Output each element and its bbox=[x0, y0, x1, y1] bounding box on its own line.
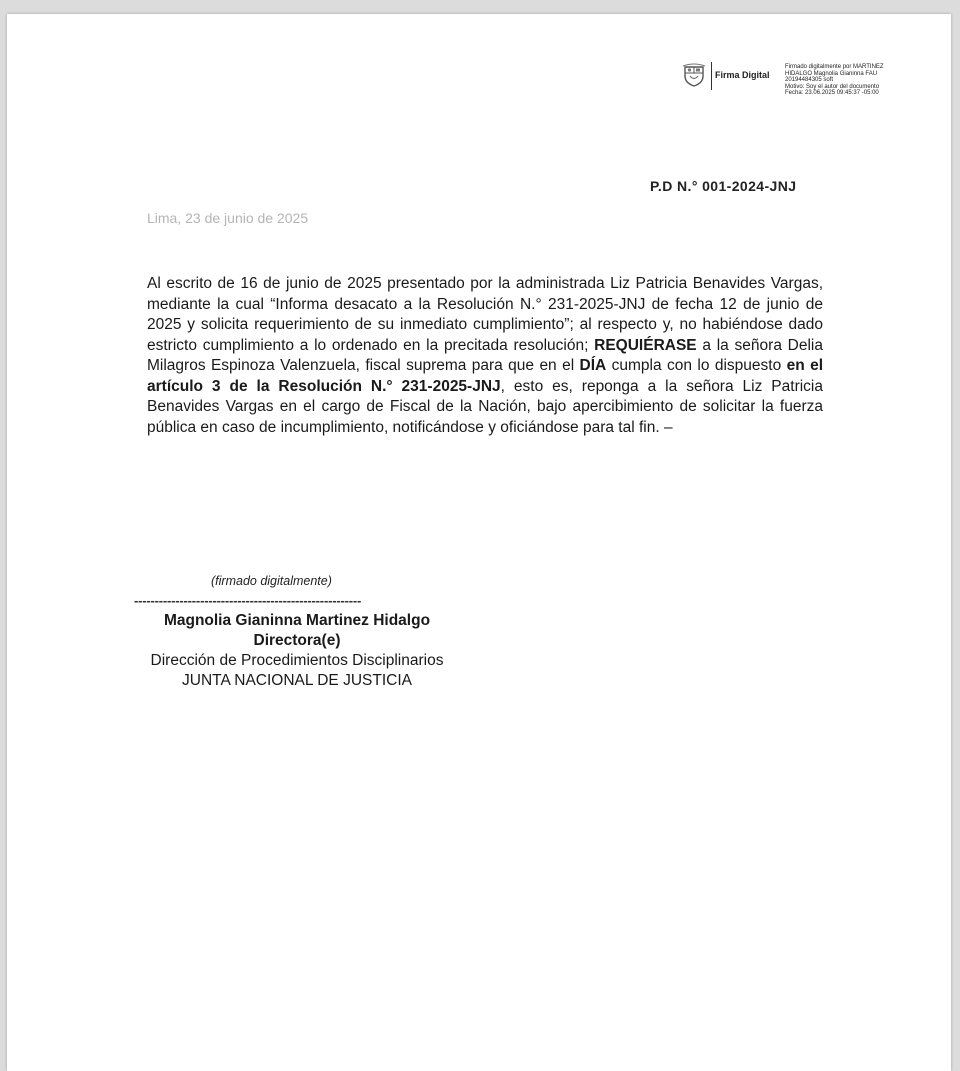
signer-organization: JUNTA NACIONAL DE JUSTICIA bbox=[182, 672, 412, 689]
document-body bbox=[147, 274, 823, 438]
stamp-label: Firma Digital bbox=[715, 70, 770, 80]
stamp-detail-line: Firmado digitalmente por MARTINEZ bbox=[785, 64, 884, 70]
stamp-detail-line: Fecha: 23.06.2025 09:45:37 -05:00 bbox=[785, 90, 879, 97]
stamp-details bbox=[785, 64, 925, 97]
signature-line: ------------------------------------------------------- bbox=[134, 593, 362, 608]
body-text-segment: a la señora Delia Milagros Espinoza Valenzuela, fiscal suprema para que en el bbox=[147, 336, 823, 374]
body-text-segment: , esto es, reponga a la señora Liz Patricia Benavides Vargas en el cargo de Fiscal de la Nación, bajo apercibimiento de solicitar la fuerza pública en caso de incumplimiento, notificándose y oficiándose para tal fin. – bbox=[147, 377, 823, 436]
stamp-detail-line: Motivo: Soy el autor del documento bbox=[785, 83, 880, 90]
digital-signature-stamp bbox=[681, 60, 921, 110]
signer-department: Dirección de Procedimientos Disciplinarios bbox=[150, 652, 444, 669]
signer-role: Directora(e) bbox=[253, 632, 341, 649]
body-bold-segment: en el artículo 3 de la Resolución N.° 231-2025-JNJ bbox=[147, 357, 824, 395]
stamp-detail-line: 20194484305 soft bbox=[785, 77, 834, 84]
document-page bbox=[7, 14, 951, 1071]
body-text-segment: Al escrito de 16 de junio de 2025 presentado por la administrada Liz Patricia Benavides Vargas, mediante la cual “Informa desacato a la Resolución N.° 231-2025-JNJ de fecha 12 de junio de 2025 y solicita requerimiento de su inmediato cumplimiento”; al respecto y, no habiéndose dado estricto cumplimiento a lo ordenado en la precitada resolución; bbox=[147, 275, 823, 354]
stamp-divider bbox=[711, 62, 712, 90]
body-text-segment: cumpla con lo dispuesto bbox=[606, 357, 787, 374]
coat-of-arms-icon bbox=[681, 62, 707, 88]
signed-digitally-note: (firmado digitalmente) bbox=[211, 574, 332, 588]
body-bold-segment: REQUIÉRASE bbox=[594, 336, 697, 354]
signer-block bbox=[127, 611, 467, 691]
body-bold-segment: DÍA bbox=[579, 357, 607, 374]
document-reference: P.D N.° 001-2024-JNJ bbox=[650, 178, 797, 194]
document-date: Lima, 23 de junio de 2025 bbox=[147, 210, 309, 226]
signer-name: Magnolia Gianinna Martinez Hidalgo bbox=[163, 612, 431, 629]
stamp-detail-line: HIDALGO Magnolia Gianinna FAU bbox=[785, 70, 878, 77]
